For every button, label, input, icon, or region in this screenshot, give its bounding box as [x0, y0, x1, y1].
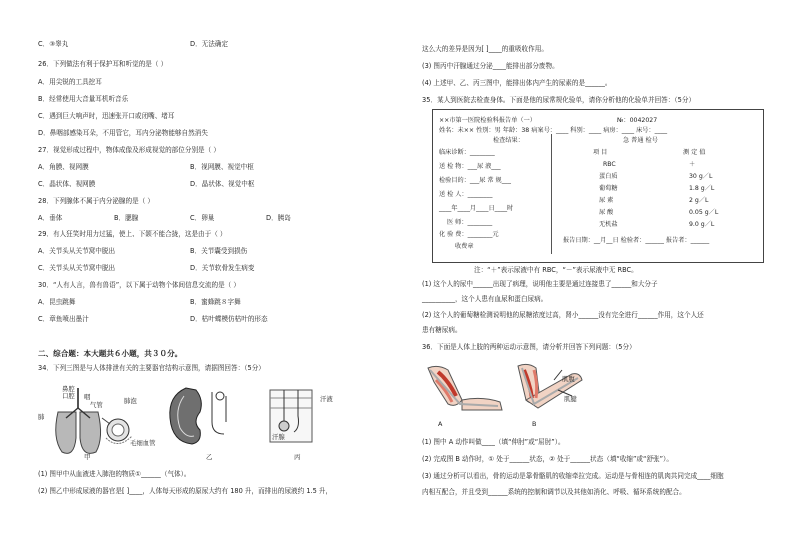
report-row-value: ＋ [689, 161, 696, 168]
figure-label-b: B [532, 420, 537, 428]
report-diagnosis: 临床诊断：________ [439, 149, 495, 156]
q34-part2: (2) 图乙中形成尿液的器官是[ ]____，人体每天形成的原尿大约有 180 升，而排出的尿液约 1.5 升， [38, 487, 333, 495]
report-row-item: RBC [603, 161, 616, 168]
report-specimen: 送 检 物：___尿 液___ [439, 163, 501, 170]
q34-stem: 34．下列三图是与人体排泄有关的主要器官结构示意图，请据图回答：（5分） [38, 364, 265, 372]
q35-part1-line1: (1) 这个人的尿中______出现了病理，说明他主要是通过连接患了______和大分子 [422, 280, 658, 288]
q36-part3-line1: (3) 通过分析可以看出，骨的运动是靠骨骼肌的收缩牵拉完成。运动是与骨相连的肌肉共同完成____细胞 [422, 472, 724, 480]
q36-part2: (2) 完成图 B 动作时，① 处于______状态，② 处于______状态（填“收缩”或“舒张”）。 [422, 455, 673, 463]
q25-option-d: D．无法确定 [190, 40, 229, 48]
q36-stem: 36．下面是人体上肢的两种运动示意图，请分析并回答下列问题：（5分） [422, 343, 636, 351]
report-datetime: ____年____月____日____时 [439, 205, 514, 212]
report-row-item: 尿 酸 [599, 209, 614, 216]
q28-option-c: C．卵巢 [190, 214, 215, 222]
report-number: №：0042027 [617, 117, 658, 124]
label-pharynx: 咽 [84, 393, 91, 401]
report-row-value: 0.05 g／L [689, 209, 719, 216]
label-trachea: 气管 [90, 401, 103, 409]
report-fee-stamp: 收费章 [455, 243, 474, 250]
lab-report-box [432, 109, 764, 263]
report-row-item: 蛋白质 [599, 173, 618, 180]
kidney-figure [166, 382, 240, 452]
report-row-value: 2 g／L [689, 197, 709, 204]
report-row-value: 30 g／L [689, 173, 713, 180]
figure-label-jia: 甲 [84, 453, 91, 461]
figure-label-a: A [438, 420, 443, 428]
q30-option-c: C．章鱼喷出墨汁 [38, 315, 89, 323]
respiratory-system-figure [44, 378, 152, 460]
figure-label-bing: 丙 [294, 453, 301, 461]
label-sweat: 汗液 [320, 395, 333, 403]
q34-part2-cont: 这么大的差异是因为[ ]____的重吸收作用。 [422, 45, 548, 53]
q29-option-b: B．关节囊受到损伤 [190, 247, 248, 255]
q30-option-b: B．蜜蜂跳８字舞 [190, 298, 241, 306]
q30-option-a: A．昆虫跳舞 [38, 298, 76, 306]
q29-option-d: D．关节软骨发生病变 [190, 264, 255, 272]
report-sender: 送 检 人：________ [439, 191, 493, 198]
label-lung: 肺 [38, 413, 45, 421]
report-row-item: 葡萄糖 [599, 185, 618, 192]
q29-stem: 29．有人狂笑时用力过猛，使上、下颌不能合拢，这是由于（ ） [38, 230, 227, 238]
q29-option-a: A．关节头从关节窝中脱出 [38, 247, 116, 255]
report-footer: 报告日期：__月__日 检验者：______ 报告者：______ [563, 237, 710, 244]
report-patient-info: 姓名：未×× 性别：男 年龄：38 病案号：____ 科别：____ 病房：____ 床号：____ [439, 127, 668, 134]
q26-option-a: A．用尖锐的工具挖耳 [38, 78, 102, 86]
q28-option-b: B．腮腺 [114, 214, 139, 222]
label-oral-cavity: 口腔 [62, 392, 75, 400]
q26-option-d: D．鼻咽部感染耳朵，不用管它，耳内分泌物能够自然消失 [38, 129, 208, 137]
label-nasal-cavity: 鼻腔 [62, 385, 75, 393]
q34-part3: (3) 图丙中汗腺通过分泌____能排出部分废物。 [422, 62, 559, 70]
q28-option-d: D．胰岛 [266, 214, 291, 222]
report-col-value: 测 定 值 [683, 149, 706, 156]
q28-stem: 28．下列腺体不属于内分泌腺的是（ ） [38, 197, 154, 205]
q26-stem: 26．下列做法有利于保护耳和听觉的是（ ） [38, 60, 168, 68]
label-sweat-gland: 汗腺 [272, 433, 285, 441]
q34-part4: (4) 上述甲、乙、丙三图中，能排出体内产生的尿素的是______。 [422, 79, 612, 87]
q29-option-c: C．关节头从关节窝中脱出 [38, 264, 116, 272]
q27-option-d: D．晶状体、视觉中枢 [190, 180, 255, 188]
report-doctor: 医 师：________ [447, 219, 493, 226]
q36-part3-line2: 内相互配合，并且受到______系统的控制和调节以及其他如消化、呼吸、循环系统的配合。 [422, 488, 686, 496]
q27-option-b: B．视网膜、视觉中枢 [190, 163, 254, 171]
q30-stem: 30．“人有人言，兽有兽语”，以下属于动物个体间信息交流的是（ ） [38, 281, 240, 289]
q25-option-c: C．③睾丸 [38, 40, 69, 48]
label-capillary: 毛细血管 [130, 439, 156, 447]
figure-label-yi: 乙 [206, 453, 213, 461]
report-title: ××市第一医院检验科报告单（一） [439, 117, 536, 124]
q35-part1-line2: __________，这个人患有血尿和蛋白尿病。 [422, 295, 548, 303]
report-result-heading: 检查结果： [493, 137, 524, 144]
report-row-value: 1.8 g／L [689, 185, 715, 192]
report-row-item: 尿 素 [599, 197, 614, 204]
q26-option-c: C．遇到巨大响声时，迅速张开口或闭嘴、堵耳 [38, 112, 175, 120]
q28-option-a: A．垂体 [38, 214, 63, 222]
q35-stem: 35．某人到医院去检查身体。下面是他的尿常规化验单，请你分析他的化验单并回答：（5分） [422, 96, 696, 104]
report-urgent-header: 急 普通 检号 [623, 137, 658, 144]
q34-part1: (1) 图甲中从血液进入肺泡的物质①______（气体）。 [38, 470, 191, 478]
q26-option-b: B．经常使用大音量耳机听音乐 [38, 95, 129, 103]
report-col-item: 项 目 [593, 149, 608, 156]
section-heading: 二、综合题：本大题共６小题，共３０分。 [38, 349, 183, 358]
q35-part2-line2: 患有糖尿病。 [422, 326, 462, 334]
q30-option-d: D．枯叶蝶模仿枯叶的形态 [190, 315, 268, 323]
q27-option-a: A．角膜、视网膜 [38, 163, 89, 171]
label-tendon: 肌腱 [564, 395, 577, 403]
q27-stem: 27．视觉形成过程中，物体成像及形成视觉的部位分别是（ ） [38, 146, 220, 154]
label-alveolus: 肺泡 [124, 397, 137, 405]
arm-movement-figure [422, 360, 632, 426]
q35-part2-line1: (2) 这个人的葡萄糖检测说明他的尿糖浓度过高，肾小______没有完全进行______作用，这个人还 [422, 311, 704, 319]
q27-option-c: C．晶状体、视网膜 [38, 180, 96, 188]
q36-part1: (1) 图中 A 动作叫做____（填“伸肘”或“屈肘”）。 [422, 438, 565, 446]
report-purpose: 检验目的：___尿 常 规___ [439, 177, 511, 184]
report-row-item: 无机盐 [599, 221, 618, 228]
report-fee: 化 验 费：________元 [439, 231, 499, 238]
report-row-value: 9.0 g／L [689, 221, 715, 228]
report-note: 注：“＋”表示尿液中有 RBC，“－”表示尿液中无 RBC。 [474, 266, 638, 274]
label-muscle-belly: 肌腹 [562, 375, 575, 383]
